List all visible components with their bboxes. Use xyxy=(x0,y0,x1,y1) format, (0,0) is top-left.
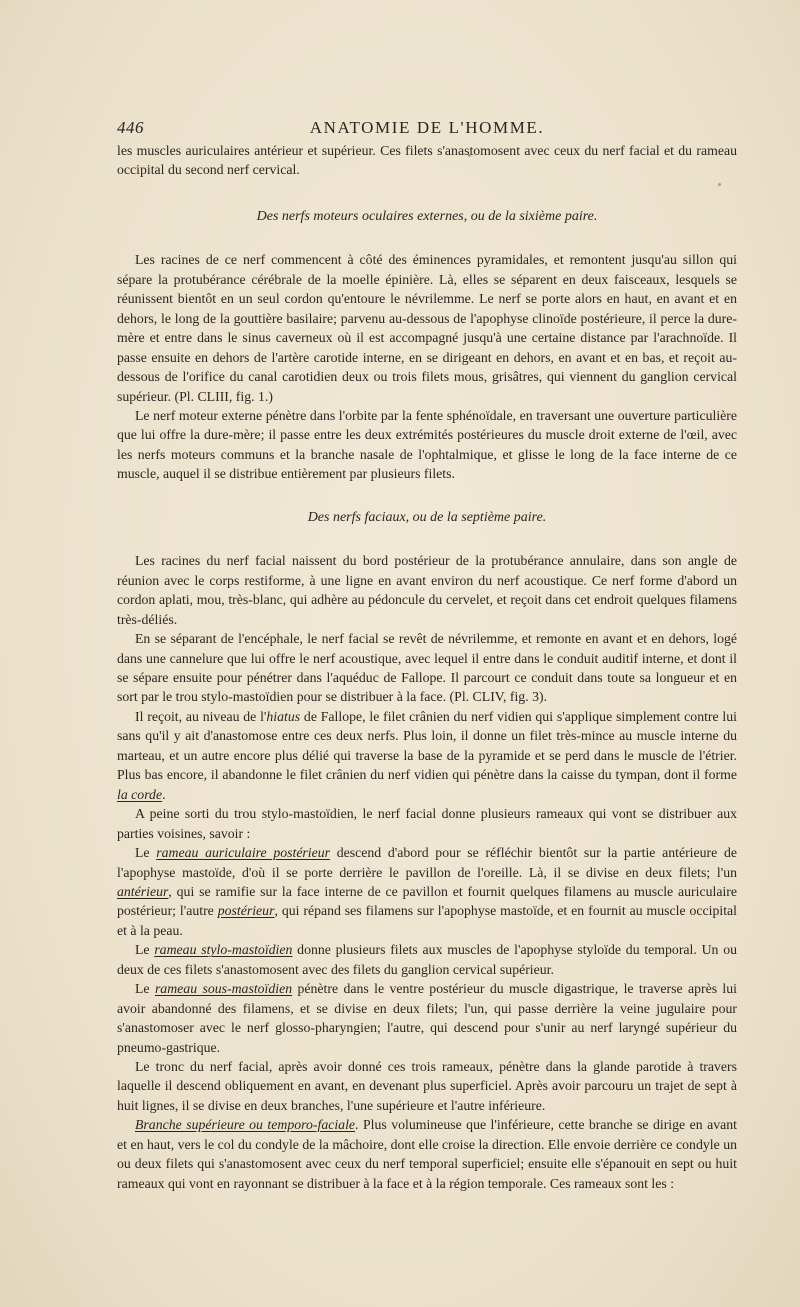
paragraph: Le tronc du nerf facial, après avoir donné ces trois rameaux, pénètre dans la glande parotide à travers laquelle il descend obliquement en avant, en devenant plus superficiel. Après avoir parcouru un trajet de sept à huit lignes, il se divise en deux branches, l'une supérieure et l'autre inférieure. xyxy=(117,1059,737,1113)
paragraph: Le rameau sous-mastoïdien pénètre dans le ventre postérieur du muscle digastrique, le traverse après lui avoir abandonné des filamens, et se divise en deux filets; l'un, qui passe derrière la veine jugulaire pour s'anastomoser avec le nerf glosso-pharyngien; l'autre, qui descend pour s'unir au nerf laryngé supérieur du pneumo-gastrique. xyxy=(117,981,737,1055)
page-number: 446 xyxy=(117,118,144,137)
paragraph: Les racines de ce nerf commencent à côté des éminences pyramidales, et remontent jusqu'au sillon qui sépare la protubérance cérébrale de la moelle épinière. Là, elles se séparent en deux faisceaux, lesquels se réunissent bientôt en un seul cordon qu'entoure le névrilemme. Le nerf se porte alors en haut, en avant et en dehors, le long de la gouttière basilaire; parvenu au-dessous de l'apophyse clinoïde postérieure, il perce la dure-mère et entre dans le sinus caverneux où il est accompagné jusqu'à une certaine distance par l'arachnoïde. Il passe ensuite en dehors de l'artère carotide interne, en se dirigeant en dehors, en avant et en bas, et reçoit au-dessous de l'orifice du canal carotidien deux ou trois filets mous, grisâtres, qui viennent du ganglion cervical supérieur. (Pl. CLIII, fig. 1.) xyxy=(117,252,737,404)
paragraph: Le rameau stylo-mastoïdien donne plusieurs filets aux muscles de l'apophyse styloïde du temporal. Un ou deux de ces filets s'anastomosent avec des filets du ganglion cervical supérieur. xyxy=(117,942,737,977)
paragraph: Le rameau auriculaire postérieur descend d'abord pour se réfléchir bientôt sur la partie antérieure de l'apophyse mastoïde, d'où il se porte derrière le pavillon de l'oreille. Là, il se divise en deux filets; l'un antérieur, qui se ramifie sur la face interne de ce pavillon et fournit quelques filamens au muscle auriculaire postérieur; l'autre postérieur, qui répand ses filamens sur l'apophyse mastoïde, et en fournit au muscle occipital et à la peau. xyxy=(117,845,738,938)
paragraph: Il reçoit, au niveau de l'hiatus de Fallope, le filet crânien du nerf vidien qui s'applique simplement contre lui sans qu'il y ait d'anastomose entre ces deux nerfs. Plus loin, il donne un filet très-mince au muscle interne du marteau, et un autre encore plus délié qui traverse la base de la pyramide et se perd dans le muscle de l'étrier. Plus bas encore, il abandonne le filet crânien du nerf vidien qui pénètre dans la caisse du tympan, dont il forme la corde. xyxy=(117,708,737,802)
term-anterieur: antérieur xyxy=(117,883,169,899)
term-branche-superieure: Branche supérieure ou temporo-faciale xyxy=(135,1117,356,1133)
paragraph: Le nerf moteur externe pénètre dans l'orbite par la fente sphénoïdale, en traversant une ouverture particulière que lui offre la dure-mère; il passe entre les deux extrémités postérieures du muscle droit externe de l'œil, avec les nerfs moteurs communs et la branche nasale de l'ophtalmique, et glisse le long de la face interne de ce muscle, auquel il se distribue entièrement par plusieurs filets. xyxy=(117,407,737,482)
term-rameau-stylo-mastoidien: rameau stylo-mastoïdien xyxy=(154,942,293,958)
running-head: ANATOMIE DE L'HOMME. xyxy=(309,118,545,137)
paragraph: Branche supérieure ou temporo-faciale. Plus volumineuse que l'inférieure, cette branche se dirige en avant et en haut, vers le col du condyle de la mâchoire, dont elle croise la direction. Elle envoie derrière ce condyle un ou deux filets qui s'anastomosent avec ceux du nerf temporal superficiel; ensuite elle s'épanouit en sept ou huit rameaux qui vont en rayonnant se distribuer à la face et à la région temporale. Ces rameaux sont les : xyxy=(117,1117,737,1191)
term-la-corde: la corde xyxy=(117,786,163,802)
term-posterieur: postérieur xyxy=(217,903,275,919)
section-title-sixth-pair: Des nerfs moteurs oculaires externes, ou de la sixième paire. xyxy=(256,208,598,224)
page-header xyxy=(117,118,737,140)
term-rameau-sous-mastoidien: rameau sous-mastoïdien xyxy=(154,981,293,997)
body-text xyxy=(117,141,737,1193)
intro-paragraph: les muscles auriculaires antérieur et supérieur. Ces filets s'anastomosent avec ceux du nerf facial et du rameau occipital du second nerf cervical. xyxy=(117,143,737,178)
paragraph: Les racines du nerf facial naissent du bord postérieur de la protubérance annulaire, dans son angle de réunion avec le corps restiforme, à une ligne en avant environ du nerf acoustique. Ce nerf forme d'abord un cordon aplati, mou, très-blanc, qui adhère au pédoncule du cervelet, et reçoit dans cet endroit quelques filamens très-déliés. xyxy=(117,553,737,627)
term-rameau-auriculaire: rameau auriculaire postérieur xyxy=(156,845,331,861)
term-hiatus: hiatus xyxy=(266,708,301,724)
paragraph: En se séparant de l'encéphale, le nerf facial se revêt de névrilemme, et remonte en avant et en dehors, logé dans une cannelure que lui offre le nerf acoustique, avec lequel il entre dans le conduit auditif interne, et dont il se sépare ensuite pour pénétrer dans l'aquéduc de Fallope. Il parcourt ce conduit dans toute sa longueur et en sort par le trou stylo-mastoïdien pour se distribuer à la face. (Pl. CLIV, fig. 3). xyxy=(117,631,737,705)
section-title-seventh-pair: Des nerfs faciaux, ou de la septième paire. xyxy=(307,509,547,525)
paragraph: A peine sorti du trou stylo-mastoïdien, le nerf facial donne plusieurs rameaux qui vont se distribuer aux parties voisines, savoir : xyxy=(117,806,737,841)
